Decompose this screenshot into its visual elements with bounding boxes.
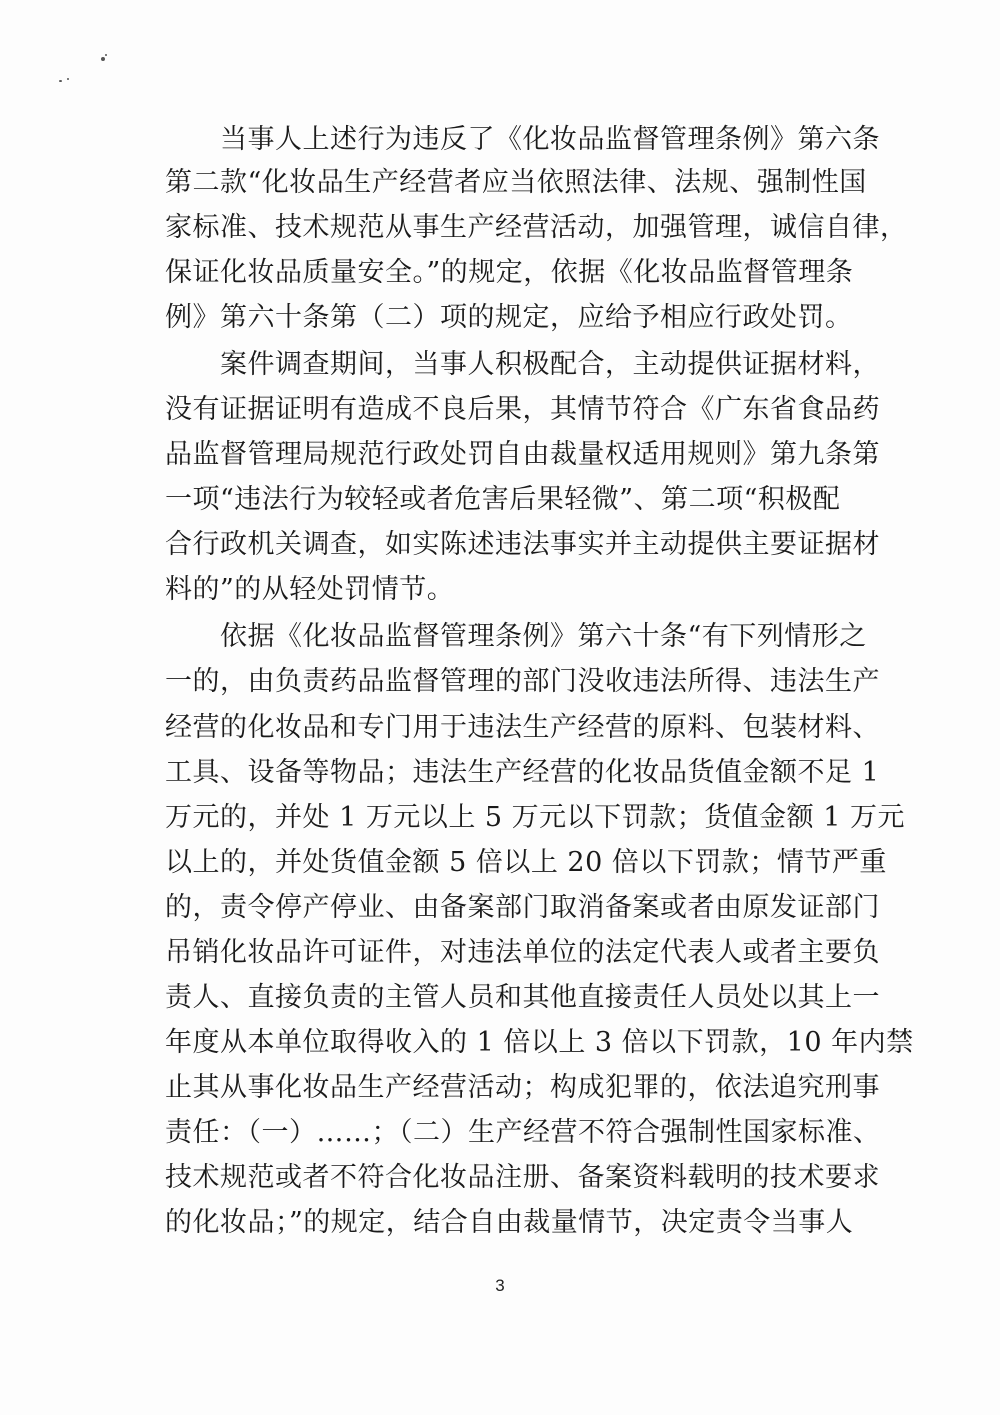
text-line: 案件调查期间，当事人积极配合，主动提供证据材料， xyxy=(165,349,880,380)
text-line: 一的，由负责药品监督管理的部门没收违法所得、违法生产 xyxy=(165,666,880,697)
text-line: 吊销化妆品许可证件，对违法单位的法定代表人或者主要负 xyxy=(165,937,880,968)
text-line: 万元的，并处 1 万元以上 5 万元以下罚款；货值金额 1 万元 xyxy=(165,802,906,833)
text-line: 依据《化妆品监督管理条例》第六十条“有下列情形之 xyxy=(165,621,867,652)
text-line: 责任：（一）……；（二）生产经营不符合强制性国家标准、 xyxy=(165,1117,881,1148)
scan-specks xyxy=(55,45,115,90)
text-line: 的，责令停产停业、由备案部门取消备案或者由原发证部门 xyxy=(165,892,880,923)
text-line: 的化妆品；”的规定，结合自由裁量情节，决定责令当事人 xyxy=(165,1207,854,1238)
text-line: 止其从事化妆品生产经营活动；构成犯罪的，依法追究刑事 xyxy=(165,1072,880,1103)
page-number: 3 xyxy=(495,1276,505,1295)
text-line: 家标准、技术规范从事生产经营活动，加强管理，诚信自律， xyxy=(165,212,908,243)
text-line: 品监督管理局规范行政处罚自由裁量权适用规则》第九条第 xyxy=(165,439,880,470)
text-line: 年度从本单位取得收入的 1 倍以上 3 倍以下罚款，10 年内禁 xyxy=(165,1027,914,1058)
text-line: 工具、设备等物品；违法生产经营的化妆品货值金额不足 1 xyxy=(165,757,880,788)
text-line: 经营的化妆品和专门用于违法生产经营的原料、包装材料、 xyxy=(165,712,880,743)
text-line: 料的”的从轻处罚情节。 xyxy=(165,574,455,605)
text-line: 没有证据证明有造成不良后果，其情节符合《广东省食品药 xyxy=(165,394,880,425)
text-line: 一项“违法行为较轻或者危害后果轻微”、第二项“积极配 xyxy=(165,484,841,515)
text-line: 合行政机关调查，如实陈述违法事实并主动提供主要证据材 xyxy=(165,529,880,560)
text-line: 保证化妆品质量安全。”的规定，依据《化妆品监督管理条 xyxy=(165,257,854,288)
text-line: 例》第六十条第（二）项的规定，应给予相应行政处罚。 xyxy=(165,302,853,333)
text-line: 以上的，并处货值金额 5 倍以上 20 倍以下罚款；情节严重 xyxy=(165,847,887,878)
text-line: 第二款“化妆品生产经营者应当依照法律、法规、强制性国 xyxy=(165,167,867,198)
text-line: 当事人上述行为违反了《化妆品监督管理条例》第六条 xyxy=(165,124,880,155)
text-line: 技术规范或者不符合化妆品注册、备案资料载明的技术要求 xyxy=(165,1162,880,1193)
text-line: 责人、直接负责的主管人员和其他直接责任人员处以其上一 xyxy=(165,982,880,1013)
